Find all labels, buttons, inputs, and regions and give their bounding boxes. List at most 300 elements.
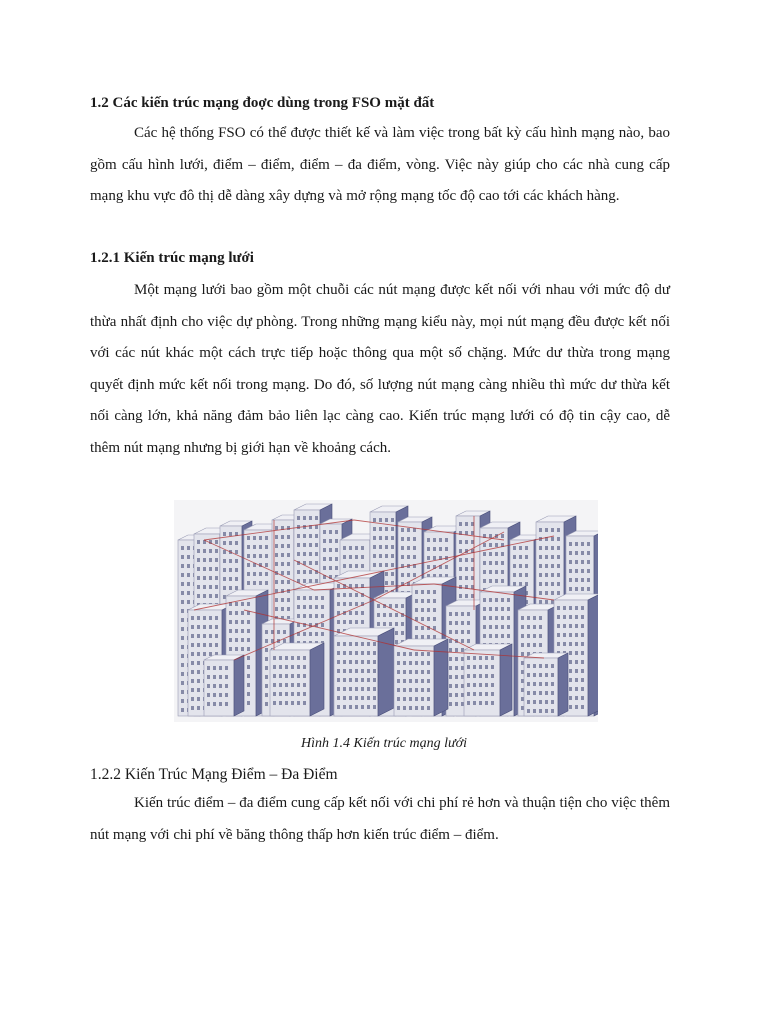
building-window	[427, 670, 430, 674]
building-window	[235, 541, 238, 545]
building-window	[449, 684, 452, 688]
building-window	[343, 687, 346, 691]
building-window	[273, 701, 276, 705]
building-window	[455, 684, 458, 688]
building-window	[581, 542, 584, 546]
building-window	[483, 579, 486, 583]
building-window	[483, 607, 486, 611]
building-window	[545, 582, 548, 586]
building-window	[285, 674, 288, 678]
building-window	[181, 591, 184, 595]
building-window	[569, 705, 572, 709]
building-window	[581, 642, 584, 646]
building-window	[355, 660, 358, 664]
building-window	[581, 660, 584, 664]
building-window	[275, 526, 278, 530]
building-window	[373, 527, 376, 531]
building-window	[427, 652, 430, 656]
building-window	[281, 571, 284, 575]
building-window	[575, 687, 578, 691]
building-window	[367, 660, 370, 664]
building-window	[539, 625, 542, 629]
building-window	[539, 591, 542, 595]
building-window	[449, 657, 452, 661]
building-window	[349, 687, 352, 691]
building-window	[533, 634, 536, 638]
building-window	[397, 706, 400, 710]
building-window	[587, 587, 590, 591]
building-window	[389, 613, 392, 617]
building-window	[403, 670, 406, 674]
building-window	[551, 573, 554, 577]
building-window	[265, 648, 268, 652]
building-window	[385, 554, 388, 558]
building-window	[373, 518, 376, 522]
building-window	[479, 656, 482, 660]
building-window	[361, 669, 364, 673]
building-window	[459, 558, 462, 562]
building-window	[569, 606, 572, 610]
building-window	[539, 573, 542, 577]
building-window	[459, 567, 462, 571]
building-window	[467, 683, 470, 687]
building-window	[367, 678, 370, 682]
building-window	[479, 701, 482, 705]
building-window	[187, 546, 190, 550]
building-window	[479, 683, 482, 687]
building-window	[473, 665, 476, 669]
building-window	[409, 688, 412, 692]
building-window	[415, 590, 418, 594]
building-window	[581, 705, 584, 709]
building-window	[427, 565, 430, 569]
building-window	[401, 573, 404, 577]
building-window	[485, 692, 488, 696]
building-window	[361, 611, 364, 615]
building-window	[209, 594, 212, 598]
building-window	[181, 690, 184, 694]
building-window	[309, 561, 312, 565]
building-window	[397, 688, 400, 692]
building-window	[367, 705, 370, 709]
building-window	[349, 546, 352, 550]
building-window	[539, 564, 542, 568]
building-window	[197, 697, 200, 701]
building-window	[297, 570, 300, 574]
building-window	[215, 634, 218, 638]
building-window	[501, 634, 504, 638]
building-window	[415, 661, 418, 665]
building-window	[449, 666, 452, 670]
building-window	[335, 530, 338, 534]
building-window	[525, 582, 528, 586]
building-window	[197, 625, 200, 629]
building-window	[385, 527, 388, 531]
building-window	[433, 547, 436, 551]
building-window	[421, 661, 424, 665]
building-window	[355, 687, 358, 691]
building-window	[209, 576, 212, 580]
building-window	[197, 643, 200, 647]
building-window	[527, 709, 530, 713]
building-window	[479, 692, 482, 696]
building-window	[215, 549, 218, 553]
building-window	[343, 696, 346, 700]
building-window	[485, 656, 488, 660]
building-window	[403, 652, 406, 656]
building-window	[247, 572, 250, 576]
building-window	[479, 674, 482, 678]
building-window	[285, 683, 288, 687]
building-window	[203, 616, 206, 620]
building-window	[465, 558, 468, 562]
building-window	[303, 516, 306, 520]
building-window	[491, 665, 494, 669]
building-window	[343, 642, 346, 646]
building-window	[281, 562, 284, 566]
building-window	[181, 663, 184, 667]
building-window	[181, 672, 184, 676]
building-window	[343, 660, 346, 664]
building-window	[203, 652, 206, 656]
building-window	[343, 564, 346, 568]
building-window	[557, 606, 560, 610]
building-window	[181, 654, 184, 658]
building-window	[285, 692, 288, 696]
building-window	[287, 598, 290, 602]
building-window	[473, 656, 476, 660]
building-window	[291, 692, 294, 696]
building-window	[551, 564, 554, 568]
building-window	[291, 674, 294, 678]
building-window	[391, 518, 394, 522]
building-window	[197, 540, 200, 544]
building-window	[229, 611, 232, 615]
building-window	[271, 630, 274, 634]
building-window	[465, 531, 468, 535]
building-window	[297, 674, 300, 678]
building-window	[575, 578, 578, 582]
building-window	[373, 660, 376, 664]
building-window	[361, 678, 364, 682]
building-window	[235, 586, 238, 590]
building-window	[197, 616, 200, 620]
building-window	[203, 625, 206, 629]
building-window	[455, 675, 458, 679]
building-window	[349, 611, 352, 615]
building-window	[181, 573, 184, 577]
building-window	[303, 570, 306, 574]
building-window	[229, 620, 232, 624]
building-window	[407, 528, 410, 532]
building-side	[378, 628, 394, 716]
building-window	[223, 550, 226, 554]
building-window	[385, 518, 388, 522]
building-window	[315, 534, 318, 538]
building-window	[395, 631, 398, 635]
building-window	[445, 565, 448, 569]
building-window	[545, 546, 548, 550]
building-window	[219, 684, 222, 688]
building-window	[297, 534, 300, 538]
building-window	[203, 643, 206, 647]
building-window	[473, 701, 476, 705]
building-window	[527, 616, 530, 620]
building-window	[253, 545, 256, 549]
building-window	[209, 616, 212, 620]
building-window	[349, 642, 352, 646]
section-1-2-title: 1.2 Các kiến trúc mạng đoợc dùng trong FSO mặt đất	[90, 95, 435, 111]
building-window	[415, 652, 418, 656]
building-window	[187, 600, 190, 604]
building-window	[197, 670, 200, 674]
building-window	[563, 633, 566, 637]
building-window	[563, 624, 566, 628]
section-1-2-1-title: 1.2.1 Kiến trúc mạng lưới	[90, 250, 254, 266]
building-window	[409, 661, 412, 665]
building-window	[361, 705, 364, 709]
building-window	[367, 642, 370, 646]
building-window	[271, 639, 274, 643]
building-window	[323, 566, 326, 570]
building-window	[427, 706, 430, 710]
building-window	[557, 528, 560, 532]
building-window	[533, 625, 536, 629]
building-window	[275, 562, 278, 566]
building-window	[215, 558, 218, 562]
building-window	[527, 682, 530, 686]
building-window	[281, 607, 284, 611]
building-window	[581, 624, 584, 628]
building-window	[279, 665, 282, 669]
building-window	[297, 596, 300, 600]
building-window	[265, 630, 268, 634]
building-window	[427, 556, 430, 560]
building-window	[303, 665, 306, 669]
building-window	[303, 605, 306, 609]
building-window	[409, 706, 412, 710]
building-window	[355, 678, 358, 682]
building-window	[355, 651, 358, 655]
building-window	[397, 652, 400, 656]
building-window	[491, 692, 494, 696]
building-window	[495, 616, 498, 620]
building-window	[525, 564, 528, 568]
building-window	[321, 596, 324, 600]
building-window	[383, 613, 386, 617]
section-1-2-1-paragraph: Một mạng lưới bao gồm một chuỗi các nút mạng được kết nối với nhau với mức độ dư thừa nhất định cho việc dự phòng. Trong những mạng kiểu này, mọi nút mạng đều được kết nối với các nút khác một cách trực tiếp hoặc thông qua một số chặng. Mức dư thừa trong mạng quyết định mức kết nối trong mạng. Do đó, số lượng nút mạng càng nhiều thì mức dư thừa kết nối càng lớn, khả năng đảm bảo liên lạc càng cao. Kiến trúc mạng lưới có độ tin cậy cao, dễ thêm nút mạng nhưng bị giới hạn về khoảng cách.	[90, 282, 670, 456]
building-window	[219, 675, 222, 679]
building-window	[329, 530, 332, 534]
building-window	[427, 590, 430, 594]
building-window	[467, 692, 470, 696]
building-window	[527, 643, 530, 647]
building-window	[587, 560, 590, 564]
building-window	[539, 582, 542, 586]
building-window	[533, 682, 536, 686]
building-window	[539, 673, 542, 677]
building-window	[495, 561, 498, 565]
building-window	[215, 576, 218, 580]
building-window	[557, 546, 560, 550]
building-window	[213, 684, 216, 688]
building-window	[367, 696, 370, 700]
building-window	[557, 564, 560, 568]
building-window	[229, 638, 232, 642]
building-window	[361, 651, 364, 655]
building-window	[521, 643, 524, 647]
building-window	[581, 669, 584, 673]
building-window	[213, 666, 216, 670]
building-window	[225, 684, 228, 688]
building-window	[337, 602, 340, 606]
building-window	[285, 665, 288, 669]
building-window	[355, 611, 358, 615]
building-window	[225, 675, 228, 679]
building-window	[297, 701, 300, 705]
building-window	[427, 679, 430, 683]
building-window	[489, 561, 492, 565]
building-window	[373, 705, 376, 709]
building-window	[349, 620, 352, 624]
building-window	[229, 647, 232, 651]
building-window	[343, 705, 346, 709]
building-window	[373, 669, 376, 673]
building-window	[265, 693, 268, 697]
building-window	[551, 600, 554, 604]
building-window	[373, 696, 376, 700]
building-side	[434, 639, 448, 716]
building-window	[427, 599, 430, 603]
building-window	[323, 530, 326, 534]
building-window	[315, 614, 318, 618]
building-window	[197, 688, 200, 692]
building-window	[415, 626, 418, 630]
building-window	[575, 660, 578, 664]
building-window	[445, 547, 448, 551]
building-window	[485, 674, 488, 678]
building-window	[491, 683, 494, 687]
building-window	[413, 537, 416, 541]
building-window	[473, 683, 476, 687]
building-window	[539, 600, 542, 604]
building-window	[433, 538, 436, 542]
building-window	[303, 579, 306, 583]
building-window	[367, 669, 370, 673]
building-window	[575, 551, 578, 555]
building-window	[557, 537, 560, 541]
building-window	[557, 591, 560, 595]
building-window	[467, 612, 470, 616]
building-window	[229, 559, 232, 563]
building-window	[433, 599, 436, 603]
building-window	[337, 678, 340, 682]
building-window	[181, 645, 184, 649]
building-window	[247, 536, 250, 540]
building-window	[575, 542, 578, 546]
building-window	[433, 590, 436, 594]
building-window	[315, 516, 318, 520]
building-window	[421, 706, 424, 710]
building-window	[519, 564, 522, 568]
building-window	[191, 652, 194, 656]
building-window	[501, 570, 504, 574]
building-window	[545, 682, 548, 686]
building-window	[279, 656, 282, 660]
building-window	[495, 543, 498, 547]
building-window	[519, 582, 522, 586]
building-window	[421, 688, 424, 692]
building-window	[191, 643, 194, 647]
building-window	[235, 568, 238, 572]
building-window	[337, 651, 340, 655]
building-window	[459, 594, 462, 598]
building-window	[449, 621, 452, 625]
building-window	[421, 670, 424, 674]
building-window	[343, 593, 346, 597]
building-window	[241, 620, 244, 624]
building-window	[391, 581, 394, 585]
building-window	[409, 697, 412, 701]
building-window	[265, 572, 268, 576]
building-window	[581, 687, 584, 691]
building-window	[445, 538, 448, 542]
building-window	[581, 696, 584, 700]
building-window	[253, 572, 256, 576]
building-window	[349, 651, 352, 655]
building-window	[373, 545, 376, 549]
building-window	[287, 571, 290, 575]
building-window	[209, 558, 212, 562]
city-buildings-image	[174, 500, 598, 722]
building-window	[181, 699, 184, 703]
building-window	[265, 536, 268, 540]
building-window	[321, 623, 324, 627]
building-window	[247, 629, 250, 633]
section-1-2-paragraph: Các hệ thống FSO có thể được thiết kế và làm việc trong bất kỳ cấu hình mạng nào, bao gồm cấu hình lưới, điểm – điểm, điểm – đa điểm, vòng. Việc này giúp cho các nhà cung cấp mạng khu vực đô thị dễ dàng xây dựng và mở rộng mạng tốc độ cao tới các khách hàng.	[90, 125, 670, 204]
mesh-network-city-illustration	[174, 500, 598, 722]
building-window	[397, 661, 400, 665]
building-window	[335, 548, 338, 552]
building-window	[235, 577, 238, 581]
building-window	[563, 642, 566, 646]
building-window	[421, 679, 424, 683]
building-window	[581, 606, 584, 610]
building-window	[259, 572, 262, 576]
building-window	[461, 684, 464, 688]
building-window	[309, 579, 312, 583]
building-window	[247, 665, 250, 669]
building-window	[545, 573, 548, 577]
building-window	[273, 656, 276, 660]
building-window	[551, 664, 554, 668]
building-window	[287, 544, 290, 548]
building-window	[197, 585, 200, 589]
building-window	[513, 564, 516, 568]
building-window	[203, 576, 206, 580]
building-window	[569, 696, 572, 700]
building-window	[297, 614, 300, 618]
building-window	[461, 621, 464, 625]
building-window	[273, 683, 276, 687]
building-window	[491, 674, 494, 678]
building-window	[203, 549, 206, 553]
building-window	[291, 683, 294, 687]
building-window	[349, 669, 352, 673]
building-window	[361, 564, 364, 568]
building-window	[281, 598, 284, 602]
building-window	[533, 691, 536, 695]
